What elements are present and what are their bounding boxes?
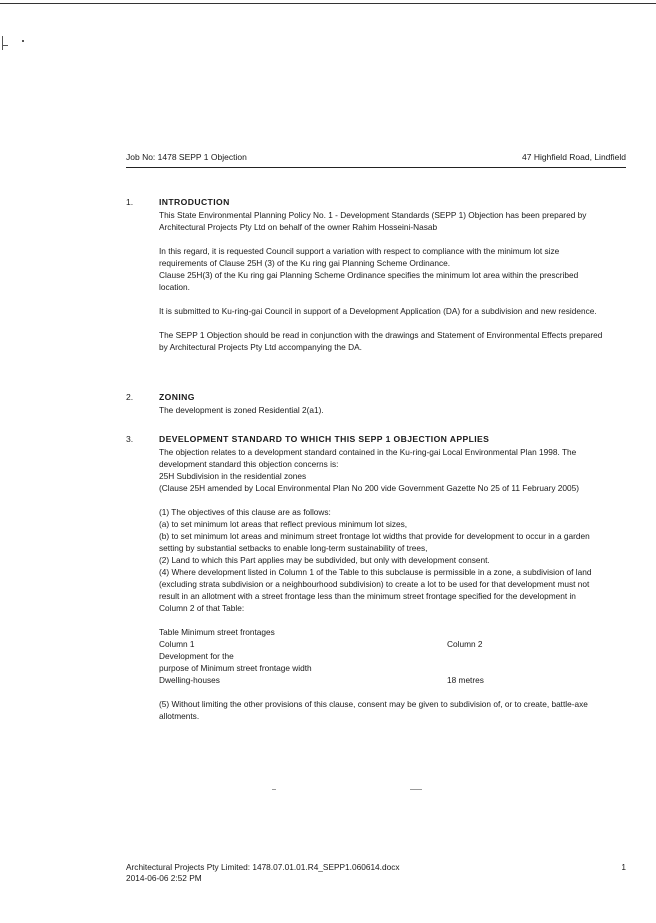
header-divider <box>126 167 626 168</box>
text-line: The SEPP 1 Objection should be read in conjunction with the drawings and Statement of Environmental Effects prepared <box>159 330 603 340</box>
scan-top-edge <box>0 3 656 4</box>
paragraph <box>159 698 626 722</box>
text-line: The objection relates to a development standard contained in the Ku-ring-gai Local Environmental Plan 1998. The <box>159 447 577 457</box>
text-line: It is submitted to Ku-ring-gai Council in support of a Development Application (DA) for a subdivision and new residence. <box>159 306 597 316</box>
text-line: (2) Land to which this Part applies may be subdivided, but only with development consent. <box>159 555 490 565</box>
footer-file: Architectural Projects Pty Limited: 1478.07.01.01.R4_SEPP1.060614.docx <box>126 862 400 872</box>
text-line: setting by substantial setbacks to enable long-term sustainability of trees, <box>159 543 428 553</box>
section-development-standard <box>126 433 626 722</box>
footer-datetime: 2014-06-06 2:52 PM <box>126 873 202 883</box>
table-column-header: Column 1 <box>159 639 195 649</box>
text-line: (5) Without limiting the other provisions of this clause, consent may be given to subdivision of, or to create, battle-axe <box>159 699 588 709</box>
text-line: by Architectural Projects Pty Ltd accompanying the DA. <box>159 342 362 352</box>
page-header <box>126 152 626 166</box>
paragraph <box>159 506 626 614</box>
text-line: (Clause 25H amended by Local Environmental Plan No 200 vide Government Gazette No 25 of 11 February 2005) <box>159 483 579 493</box>
scan-mark <box>2 36 3 50</box>
table-row <box>159 674 626 686</box>
text-line: Column 2 of that Table: <box>159 603 245 613</box>
text-line: result in an allotment with a street frontage less than the minimum street frontage specified for the development in <box>159 591 576 601</box>
text-line: (1) The objectives of this clause are as follows: <box>159 507 331 517</box>
text-line: (excluding strata subdivision or a neighbourhood subdivision) to create a lot to be used for that development must not <box>159 579 590 589</box>
table-column-header: Column 2 <box>447 639 483 649</box>
text-line: (b) to set minimum lot areas and minimum street frontage lot widths that provide for development to occur in a garden <box>159 531 590 541</box>
section-title: ZONING <box>159 392 195 402</box>
page-footer <box>126 862 626 884</box>
paragraph <box>159 446 626 494</box>
paragraph <box>159 404 626 416</box>
text-line: location. <box>159 282 190 292</box>
text-line: allotments. <box>159 711 200 721</box>
frontage-table <box>159 626 626 686</box>
paragraph <box>159 245 626 293</box>
text-line: 25H Subdivision in the residential zones <box>159 471 307 481</box>
text-line: Clause 25H(3) of the Ku ring gai Planning Scheme Ordinance specifies the minimum lot area within the prescribed <box>159 270 579 280</box>
scan-mark <box>3 45 8 46</box>
scan-mark <box>22 40 24 42</box>
section-number: 1. <box>126 197 134 207</box>
paragraph <box>159 305 626 317</box>
section-introduction <box>126 196 626 353</box>
paragraph <box>159 209 626 233</box>
section-number: 2. <box>126 392 134 402</box>
table-cell: Dwelling-houses <box>159 675 220 685</box>
section-zoning <box>126 391 626 416</box>
section-number: 3. <box>126 434 134 444</box>
table-text: purpose of Minimum street frontage width <box>159 663 312 673</box>
text-line: Architectural Projects Pty Ltd on behalf of the owner Rahim Hosseini-Nasab <box>159 222 438 232</box>
table-text: Development for the <box>159 651 234 661</box>
text-line: (4) Where development listed in Column 1 of the Table to this subclause is permissible in a zone, a subdivision of land <box>159 567 592 577</box>
text-line: development standard this objection concerns is: <box>159 459 339 469</box>
section-heading <box>126 196 626 209</box>
text-line: (a) to set minimum lot areas that reflect previous minimum lot sizes, <box>159 519 408 529</box>
page-number: 1 <box>621 862 626 872</box>
scan-mark <box>410 789 422 790</box>
section-heading <box>126 391 626 404</box>
section-heading <box>126 433 626 446</box>
text-line: This State Environmental Planning Policy No. 1 - Development Standards (SEPP 1) Objection has been prepared by <box>159 210 587 220</box>
section-title: INTRODUCTION <box>159 197 230 207</box>
section-title: DEVELOPMENT STANDARD TO WHICH THIS SEPP 1 OBJECTION APPLIES <box>159 434 490 444</box>
text-line: requirements of Clause 25H (3) of the Ku ring gai Planning Scheme Ordinance. <box>159 258 451 268</box>
scan-mark <box>272 789 276 790</box>
job-number: Job No: 1478 SEPP 1 Objection <box>126 152 247 162</box>
table-caption: Table Minimum street frontages <box>159 627 275 637</box>
text-line: In this regard, it is requested Council support a variation with respect to compliance with the minimum lot size <box>159 246 560 256</box>
paragraph <box>159 329 626 353</box>
table-cell: 18 metres <box>447 675 484 685</box>
site-address: 47 Highfield Road, Lindfield <box>522 152 626 162</box>
text-line: The development is zoned Residential 2(a1). <box>159 405 324 415</box>
